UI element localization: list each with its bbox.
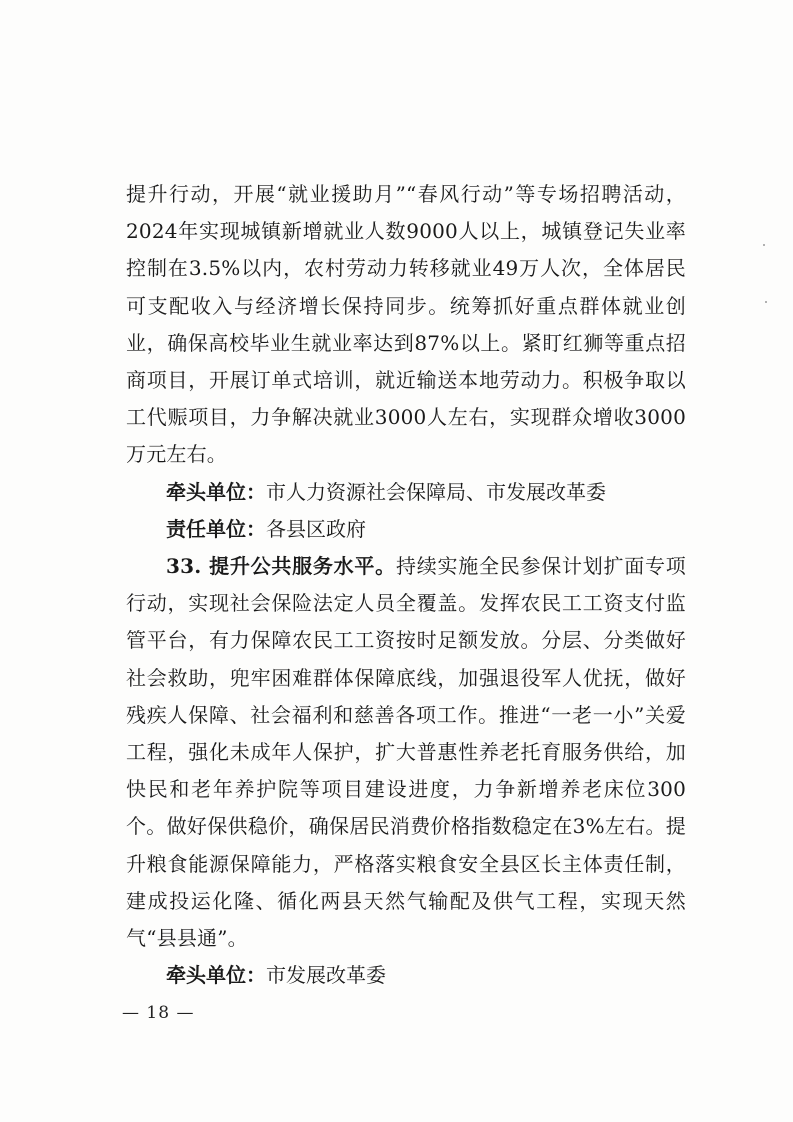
lead-unit-line-33 bbox=[126, 957, 686, 994]
lead-unit-line-32 bbox=[126, 474, 686, 511]
section-33-heading: 33. 提升公共服务水平。 bbox=[166, 554, 396, 579]
responsible-unit-label: 责任单位： bbox=[166, 516, 266, 541]
responsible-unit-value: 各县区政府 bbox=[266, 516, 366, 541]
scan-speck bbox=[765, 301, 767, 303]
section-33-body: 持续实施全民参保计划扩面专项行动，实现社会保险法定人员全覆盖。发挥农民工工资支付监管平台，有力保障农民工工资按时足额发放。分层、分类做好社会救助，兜牢困难群体保障底线，加强退役军人优抚，做好残疾人保障、社会福利和慈善各项工作。推进“一老一小”关爱工程，强化未成年人保护，扩大普惠性养老托育服务供给，加快民和老年养护院等项目建设进度，力争新增养老床位300个。做好保供稳价，确保居民消费价格指数稳定在3%左右。提升粮食能源保障能力，严格落实粮食安全县区长主体责任制，建成投运化隆、循化两县天然气输配及供气工程，实现天然气“县县通”。 bbox=[126, 554, 686, 951]
page-number: — 18 — bbox=[122, 1003, 195, 1023]
lead-unit-value-33: 市发展改革委 bbox=[266, 963, 386, 988]
scan-speck bbox=[763, 244, 765, 246]
lead-unit-label: 牵头单位： bbox=[166, 479, 266, 504]
lead-unit-value: 市人力资源社会保障局、市发展改革委 bbox=[266, 479, 606, 504]
document-body bbox=[126, 176, 686, 994]
paragraph-section-33 bbox=[126, 548, 686, 957]
paragraph-employment-continuation: 提升行动，开展“就业援助月”“春风行动”等专场招聘活动，2024年实现城镇新增就业人数9000人以上，城镇登记失业率控制在3.5%以内，农村劳动力转移就业49万人次，全体居民可支配收入与经济增长保持同步。统筹抓好重点群体就业创业，确保高校毕业生就业率达到87%以上。紧盯红狮等重点招商项目，开展订单式培训，就近输送本地劳动力。积极争取以工代赈项目，力争解决就业3000人左右，实现群众增收3000万元左右。 bbox=[126, 182, 686, 467]
responsible-unit-line-32 bbox=[126, 511, 686, 548]
lead-unit-label-33: 牵头单位： bbox=[166, 963, 266, 988]
